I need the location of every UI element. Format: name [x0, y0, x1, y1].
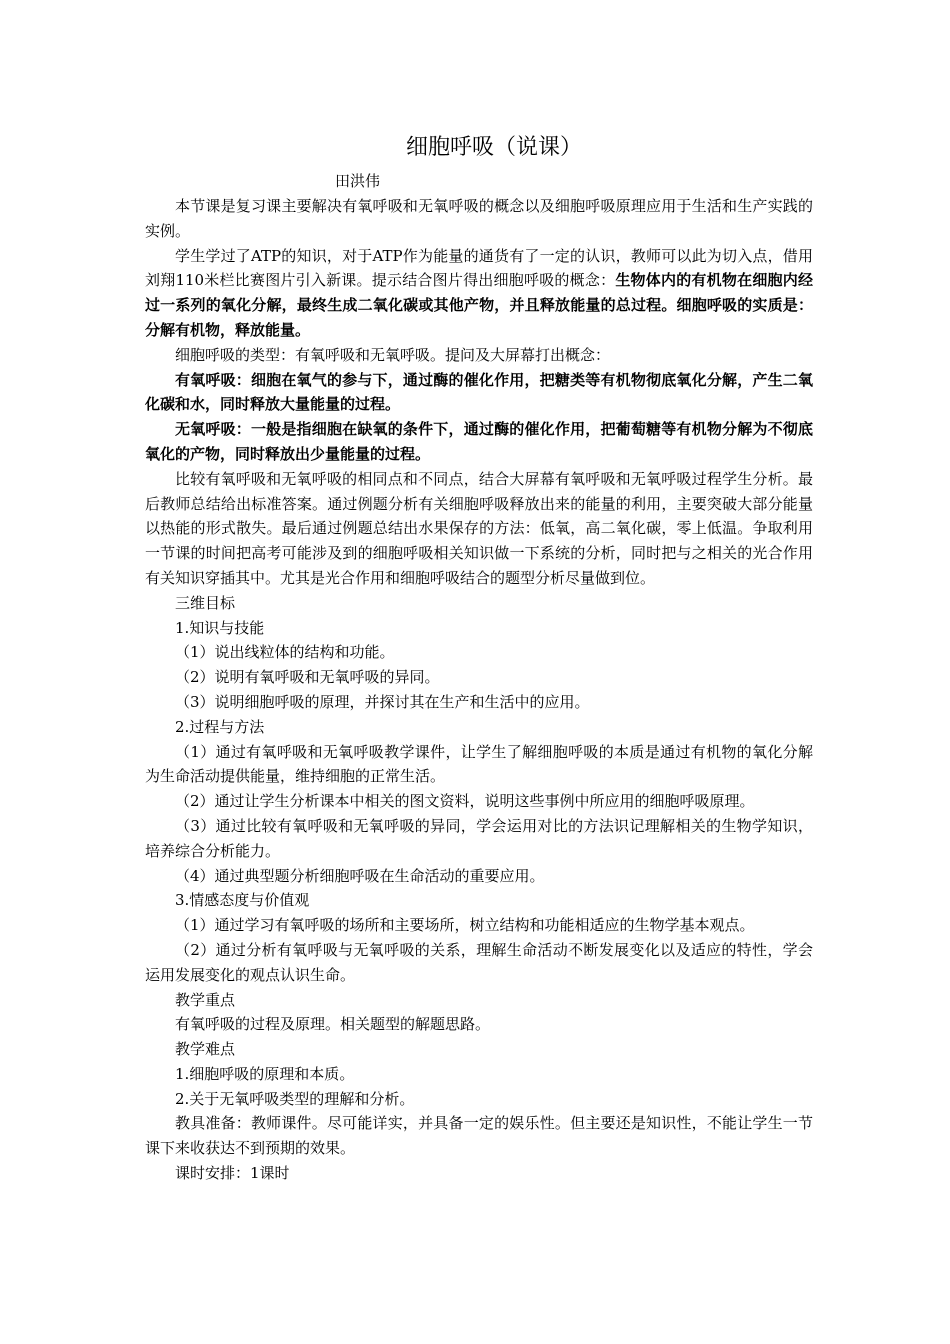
heading-attitude-values: 3.情感态度与价值观 — [175, 891, 310, 910]
list-item: （2）说明有氧呼吸和无氧呼吸的异同。 — [175, 668, 440, 687]
heading-process-methods: 2.过程与方法 — [175, 717, 265, 736]
paragraph-anaerobic-definition — [145, 417, 813, 467]
paragraph-concept — [145, 244, 813, 343]
paragraph-concept-text: 学生学过了ATP的知识，对于ATP作为能量的通货有了一定的认识，教师可以此为切入点，借用刘翔110米栏比赛图片引入新课。提示结合图片得出细胞呼吸的概念： — [145, 246, 813, 290]
paragraph-schedule: 课时安排：1课时 — [175, 1164, 290, 1183]
list-item: （3）通过比较有氧呼吸和无氧呼吸的异同，学会运用对比的方法识记理解相关的生物学知识，培养综合分析能力。 — [145, 816, 813, 860]
list-item: （3）说明细胞呼吸的原理，并探讨其在生产和生活中的应用。 — [175, 692, 590, 711]
document-title: 细胞呼吸（说课） — [405, 135, 582, 160]
anaerobic-definition-text: 无氧呼吸：一般是指细胞在缺氧的条件下，通过酶的催化作用，把葡萄糖等有机物分解为不彻底氧化的产物，同时释放出少量能量的过程。 — [145, 420, 813, 463]
list-item: （4）通过典型题分析细胞呼吸在生命活动的重要应用。 — [175, 866, 545, 885]
list-item: （1）说出线粒体的结构和功能。 — [175, 643, 395, 662]
list-item: （2）通过分析有氧呼吸与无氧呼吸的关系，理解生命活动不断发展变化以及适应的特性，学会运用发展变化的观点认识生命。 — [145, 940, 813, 984]
list-item: （1）通过有氧呼吸和无氧呼吸教学课件，让学生了解细胞呼吸的本质是通过有机物的氧化分解为生命活动提供能量，维持细胞的正常生活。 — [145, 742, 813, 786]
heading-objectives: 三维目标 — [175, 593, 236, 612]
paragraph-comparison: 比较有氧呼吸和无氧呼吸的相同点和不同点，结合大屏幕有氧呼吸和无氧呼吸过程学生分析。最后教师总结给出标准答案。通过例题分析有关细胞呼吸释放出来的能量的利用，主要突破大部分能量以热能的形式散失。最后通过例题总结出水果保存的方法：低氧，高二氧化碳，零上低温。争取利用一节课的时间把高考可能涉及到的细胞呼吸相关知识做一下系统的分析，同时把与之相关的光合作用有关知识穿插其中。尤其是光合作用和细胞呼吸结合的题型分析尽量做到位。 — [145, 469, 813, 587]
list-item: 2.关于无氧呼吸类型的理解和分析。 — [175, 1089, 415, 1108]
paragraph-teaching-aids: 教具准备：教师课件。尽可能详实，并具备一定的娱乐性。但主要还是知识性，不能让学生一节课下来收获达不到预期的效果。 — [145, 1114, 813, 1158]
document-page — [145, 130, 813, 1186]
paragraph-intro: 本节课是复习课主要解决有氧呼吸和无氧呼吸的概念以及细胞呼吸原理应用于生活和生产实践的实例。 — [145, 197, 813, 240]
paragraph-aerobic-definition — [145, 368, 813, 418]
heading-knowledge-skills: 1.知识与技能 — [175, 618, 265, 637]
heading-difficulties: 教学难点 — [175, 1040, 236, 1059]
paragraph-types: 细胞呼吸的类型：有氧呼吸和无氧呼吸。提问及大屏幕打出概念： — [175, 345, 611, 364]
list-item: （1）通过学习有氧呼吸的场所和主要场所，树立结构和功能相适应的生物学基本观点。 — [175, 916, 755, 935]
author-name: 田洪伟 — [335, 172, 381, 190]
aerobic-definition-text: 有氧呼吸：细胞在氧气的参与下，通过酶的催化作用，把糖类等有机物彻底氧化分解，产生二氧化碳和水，同时释放大量能量的过程。 — [145, 370, 813, 414]
paragraph-key-points: 有氧呼吸的过程及原理。相关题型的解题思路。 — [175, 1015, 491, 1034]
list-item: （2）通过让学生分析课本中相关的图文资料，说明这些事例中所应用的细胞呼吸原理。 — [175, 792, 755, 811]
paragraph-concept-definition: 生物体内的有机物在细胞内经过一系列的氧化分解，最终生成二氧化碳或其他产物，并且释放能量的总过程。细胞呼吸的实质是：分解有机物，释放能量。 — [145, 271, 813, 339]
heading-key-points: 教学重点 — [175, 990, 236, 1009]
list-item: 1.细胞呼吸的原理和本质。 — [175, 1064, 355, 1083]
